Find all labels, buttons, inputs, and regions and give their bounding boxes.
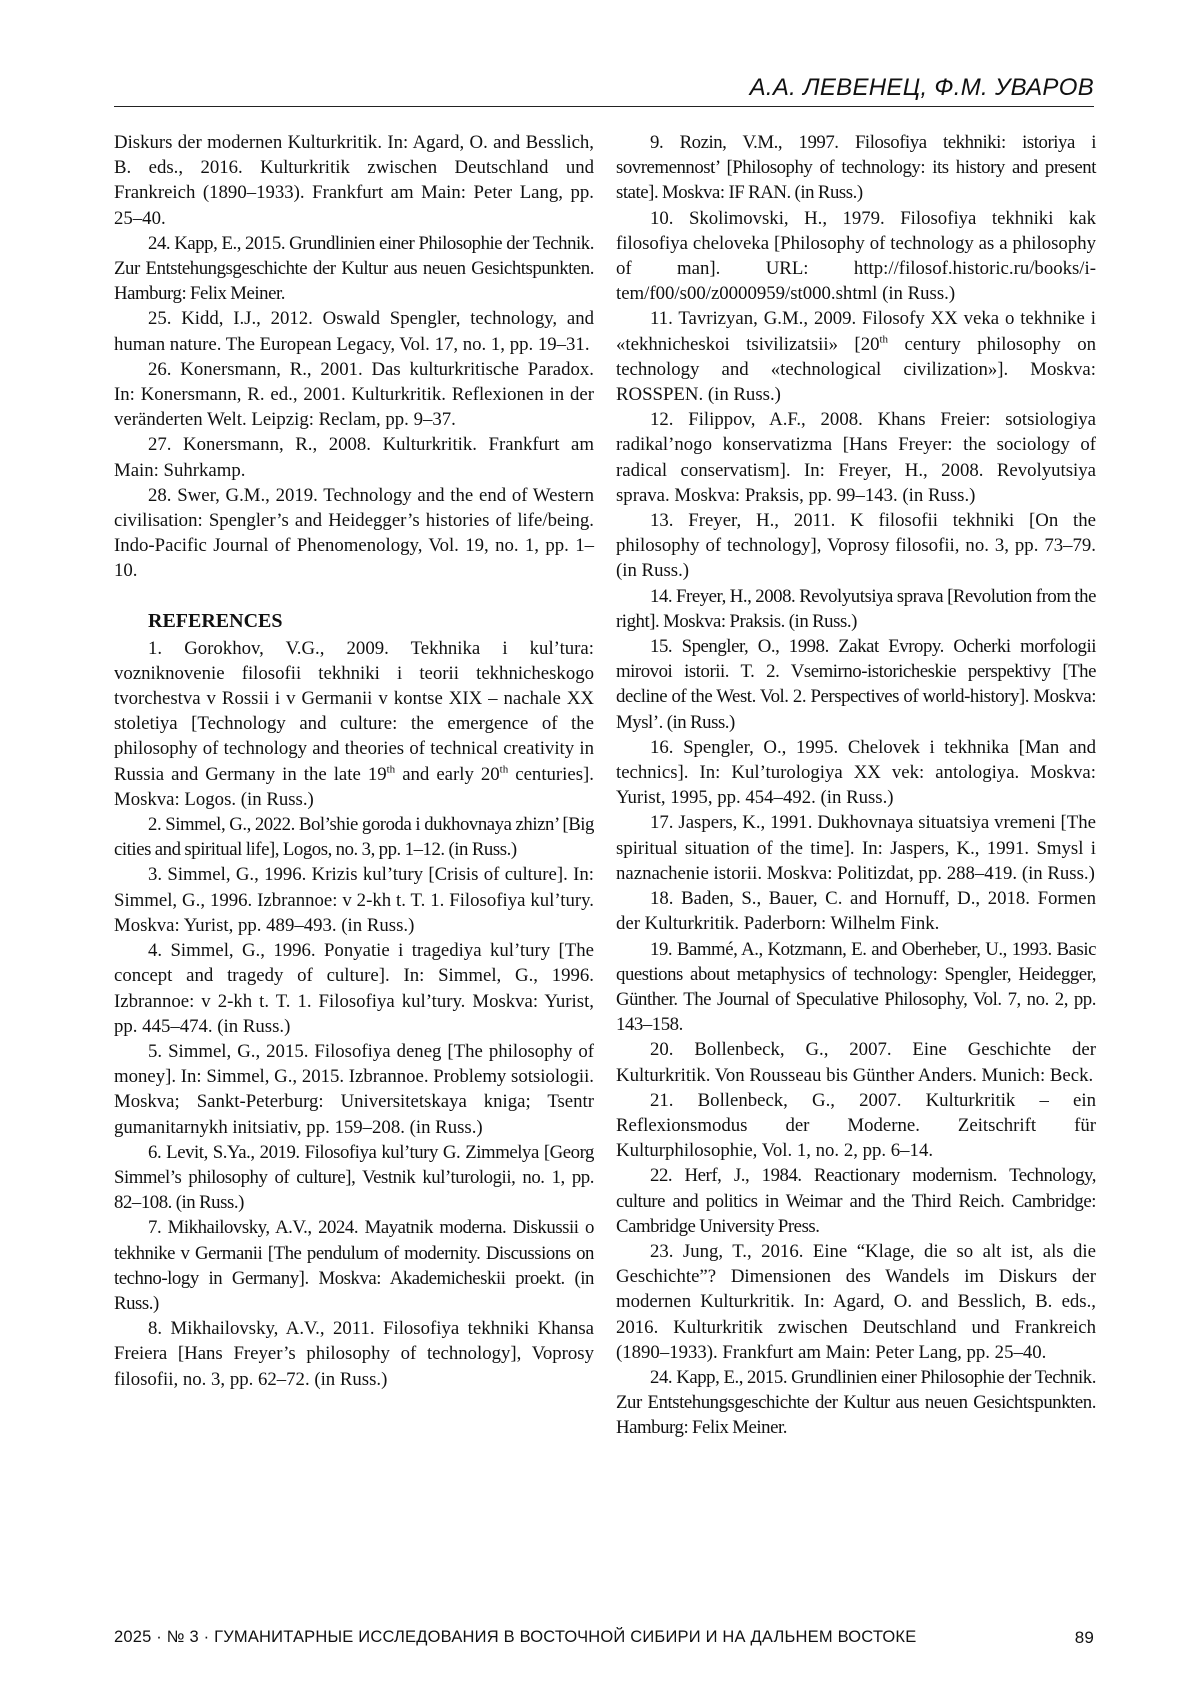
- reference-item-21: 21. Bollenbeck, G., 2007. Kulturkritik – ein Reflexionsmodus der Moderne. Zeitschrift für Kulturphilosophie, Vol. 1, no. 2, pp. 6–14.: [616, 1089, 1096, 1162]
- reference-item-28: 28. Swer, G.M., 2019. Technology and the end of Western civilisation: Spengler’s and Heidegger’s histories of life/being. Indo-Pacific Journal of Phenomenology, Vol. 19, no. 1, pp. 1–10.: [114, 484, 594, 582]
- reference-item-19: 19. Bammé, A., Kotzmann, E. and Oberheber, U., 1993. Basic questions about metaphysics of technology: Spengler, Heidegger, Günther. The Journal of Speculative Philosophy, Vol. 7, no. 2, pp. 143–158.: [616, 938, 1096, 1036]
- page-footer: [114, 1628, 1094, 1654]
- references-heading: REFERENCES: [148, 609, 283, 632]
- reference-1-text-b: and early 20: [395, 763, 500, 785]
- reference-item-13: 13. Freyer, H., 2011. K filosofii tekhniki [On the philosophy of technology], Voprosy filosofii, no. 3, pp. 73–79. (in Russ.): [616, 510, 1096, 582]
- reference-11-text-a: 11. Tavrizyan, G.M., 2009. Filosofy XX veka o tekhnike i «tekhnicheskoi tsivilizatsii» [20: [616, 308, 1096, 355]
- reference-item-3: 3. Simmel, G., 1996. Krizis kul’tury [Crisis of culture]. In: Simmel, G., 1996. Izbrannoe: v 2-kh t. T. 1. Filosofiya kul’tury. Moskva: Yurist, pp. 489–493. (in Russ.): [114, 864, 594, 936]
- journal-title-footer: 2025 · № 3 · ГУМАНИТАРНЫЕ ИССЛЕДОВАНИЯ В ВОСТОЧНОЙ СИБИРИ И НА ДАЛЬНЕМ ВОСТОКЕ: [114, 1628, 917, 1646]
- reference-item-18: 18. Baden, S., Bauer, C. and Hornuff, D., 2018. Formen der Kulturkritik. Paderborn: Wilhelm Fink.: [616, 888, 1096, 935]
- reference-1-text-a: 1. Gorokhov, V.G., 2009. Tekhnika i kul’tura: vozniknovenie filosofii tekhniki i teorii tekhnicheskogo tvorchestva v Rossii i v Germanii v kontse XIX – nachale XX stoletiya [Technology and culture: the emergence of the philosophy of technology and theories of technical creativity in Russia and Germany in the late 19: [114, 637, 594, 785]
- running-head-authors: А.А. ЛЕВЕНЕЦ, Ф.М. УВАРОВ: [749, 74, 1094, 101]
- reference-item-2: 2. Simmel, G., 2022. Bol’shie goroda i dukhovnaya zhizn’ [Big cities and spiritual life], Logos, no. 3, pp. 1–12. (in Russ.): [114, 814, 594, 861]
- left-column: [114, 130, 594, 1392]
- reference-item-7: 7. Mikhailovsky, A.V., 2024. Mayatnik moderna. Diskussii o tekhnike v Germanii [The pendulum of modernity. Discussions on techno-logy in Germany]. Moskva: Akademicheskii proekt. (in Russ.): [114, 1217, 594, 1314]
- reference-item-15: 15. Spengler, O., 1998. Zakat Evropy. Ocherki morfologii mirovoi istorii. T. 2. Vsemirno-istoricheskie perspektivy [The decline of the West. Vol. 2. Perspectives of world-history]. Moskva: Mysl’. (in Russ.): [616, 636, 1096, 733]
- reference-item-26: 26. Konersmann, R., 2001. Das kulturkritische Paradox. In: Konersmann, R. ed., 2001. Kulturkritik. Reflexionen in der veränderten Welt. Leipzig: Reclam, pp. 9–37.: [114, 358, 594, 431]
- reference-item-17: 17. Jaspers, K., 1991. Dukhovnaya situatsiya vremeni [The spiritual situation of the time]. In: Jaspers, K., 1991. Smysl i naznachenie istorii. Moskva: Politizdat, pp. 288–419. (in Russ.): [616, 812, 1096, 884]
- reference-item-10: 10. Skolimovski, H., 1979. Filosofiya tekhniki kak filosofiya cheloveka [Philosophy of technology as a philosophy of man]. URL: http://filosof.historic.ru/books/i-tem/f00/s00/z0000959/st000.shtml (in Russ.): [616, 207, 1096, 305]
- reference-item-14: 14. Freyer, H., 2008. Revolyutsiya sprava [Revolution from the right]. Moskva: Praksis. (in Russ.): [616, 585, 1096, 632]
- reference-1-superscript-b: th: [499, 763, 509, 776]
- reference-item-22: 22. Herf, J., 1984. Reactionary modernism. Technology, culture and politics in Weimar and the Third Reich. Cambridge: Cambridge University Press.: [616, 1165, 1096, 1237]
- right-column: [616, 130, 1096, 1441]
- reference-continuation: Diskurs der modernen Kulturkritik. In: Agard, O. and Besslich, B. eds., 2016. Kulturkritik zwischen Deutschland und Frankreich (1890–1933). Frankfurt am Main: Peter Lang, pp. 25–40.: [114, 132, 594, 229]
- reference-item-24-repeat: 24. Kapp, E., 2015. Grundlinien einer Philosophie der Technik. Zur Entstehungsgeschichte der Kultur aus neuen Gesichtspunkten. Hamburg: Felix Meiner.: [616, 1366, 1096, 1439]
- reference-item-24: 24. Kapp, E., 2015. Grundlinien einer Philosophie der Technik. Zur Entstehungsgeschichte der Kultur aus neuen Gesichtspunkten. Hamburg: Felix Meiner.: [114, 232, 594, 305]
- reference-11-superscript: th: [879, 333, 889, 346]
- reference-item-20: 20. Bollenbeck, G., 2007. Eine Geschichte der Kulturkritik. Von Rousseau bis Günther Anders. Munich: Beck.: [616, 1039, 1096, 1086]
- reference-item-4: 4. Simmel, G., 1996. Ponyatie i tragediya kul’tury [The concept and tragedy of culture]. In: Simmel, G., 1996. Izbrannoe: v 2-kh t. T. 1. Filosofiya kul’tury. Moskva: Yurist, pp. 445–474. (in Russ.): [114, 940, 594, 1037]
- reference-item-8: 8. Mikhailovsky, A.V., 2011. Filosofiya tekhniki Khansa Freiera [Hans Freyer’s philosophy of technology], Voprosy filosofii, no. 3, pp. 62–72. (in Russ.): [114, 1318, 594, 1390]
- reference-item-16: 16. Spengler, O., 1995. Chelovek i tekhnika [Man and technics]. In: Kul’turologiya XX vek: antologiya. Moskva: Yurist, 1995, pp. 454–492. (in Russ.): [616, 736, 1096, 809]
- reference-1-superscript-a: th: [386, 763, 396, 776]
- header-rule: [114, 106, 1094, 107]
- reference-item-27: 27. Konersmann, R., 2008. Kulturkritik. Frankfurt am Main: Suhrkamp.: [114, 434, 594, 481]
- reference-item-12: 12. Filippov, A.F., 2008. Khans Freier: sotsiologiya radikal’nogo konservatizma [Hans Freyer: the sociology of radical conservatism]. In: Freyer, H., 2008. Revolyutsiya sprava. Moskva: Praksis, pp. 99–143. (in Russ.): [616, 409, 1096, 506]
- reference-1-text-c: centuries]. Moskva: Logos. (in Russ.): [114, 763, 594, 810]
- reference-item-11: [616, 306, 1096, 407]
- reference-item-5: 5. Simmel, G., 2015. Filosofiya deneg [The philosophy of money]. In: Simmel, G., 2015. Izbrannoe. Problemy sotsiologii. Moskva; Sankt-Peterburg: Universitetskaya kniga; Tsentr gumanitarnykh initsiativ, pp. 159–208. (in Russ.): [114, 1040, 594, 1138]
- reference-item-23: 23. Jung, T., 2016. Eine “Klage, die so alt ist, als die Geschichte”? Dimensionen des Wandels im Diskurs der modernen Kulturkritik. In: Agard, O. and Besslich, B. eds., 2016. Kulturkritik zwischen Deutschland und Frankreich (1890–1933). Frankfurt am Main: Peter Lang, pp. 25–40.: [616, 1240, 1096, 1363]
- reference-item-1: [114, 636, 594, 812]
- reference-item-6: 6. Levit, S.Ya., 2019. Filosofiya kul’tury G. Zimmelya [Georg Simmel’s philosophy of culture], Vestnik kul’turologii, no. 1, pp. 82–108. (in Russ.): [114, 1141, 594, 1214]
- page-number: 89: [1074, 1628, 1094, 1647]
- reference-11-text-b: century philosophy on technology and «technological civilization»]. Moskva: ROSSPEN. (in Russ.): [616, 333, 1096, 406]
- reference-item-25: 25. Kidd, I.J., 2012. Oswald Spengler, technology, and human nature. The European Legacy, Vol. 17, no. 1, pp. 19–31.: [114, 308, 594, 355]
- reference-item-9: 9. Rozin, V.M., 1997. Filosofiya tekhniki: istoriya i sovremennost’ [Philosophy of technology: its history and present state]. Moskva: IF RAN. (in Russ.): [616, 132, 1096, 204]
